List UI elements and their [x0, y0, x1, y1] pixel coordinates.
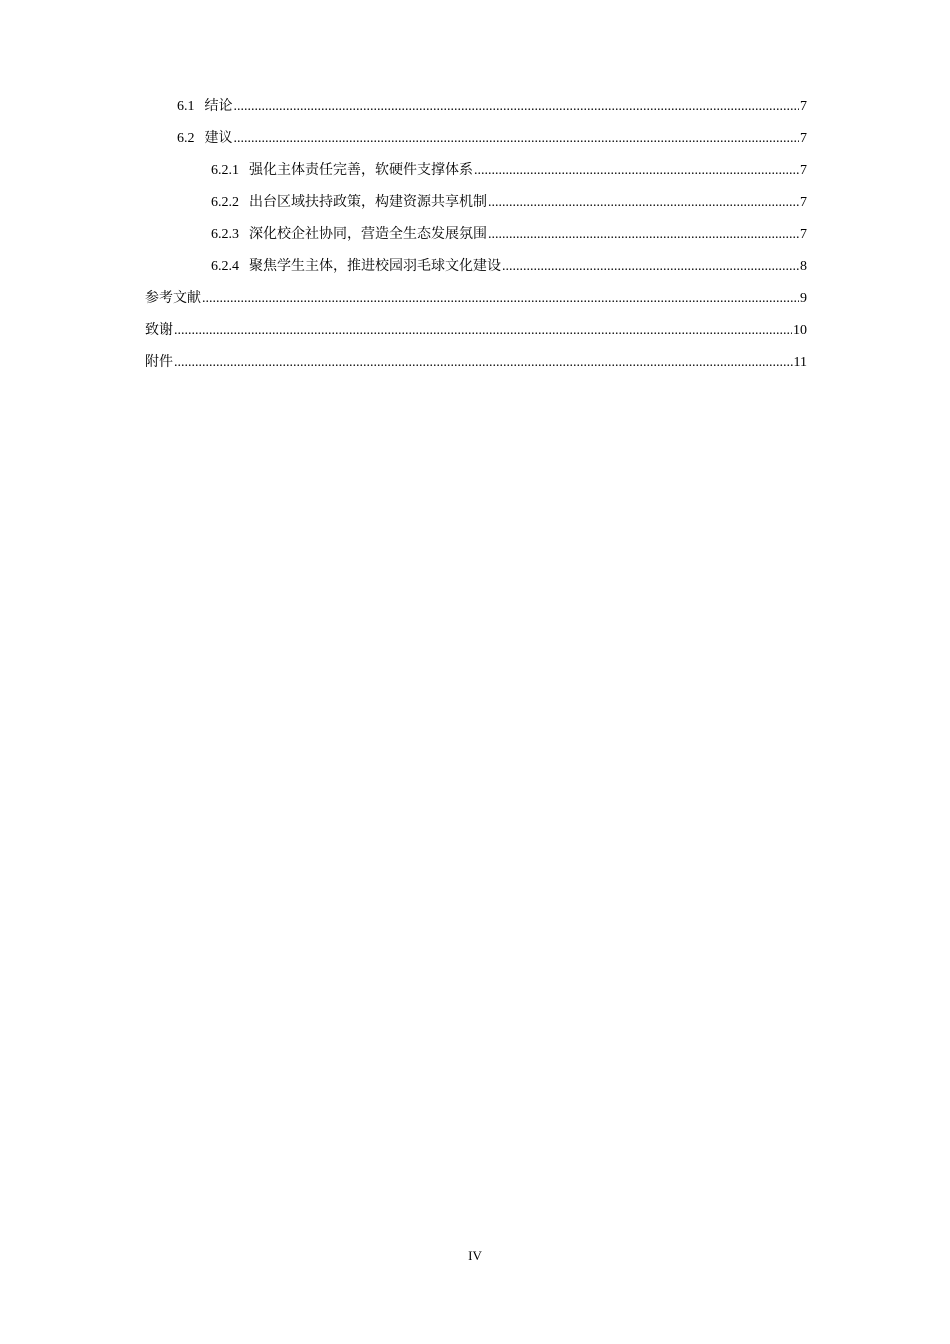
toc-entry-6-2[interactable]: [145, 128, 807, 160]
table-of-contents: [145, 96, 807, 384]
toc-entry-6-2-4[interactable]: [145, 256, 807, 288]
toc-entry-number: 6.1: [177, 99, 195, 114]
toc-dot-leader: [174, 353, 793, 373]
toc-entry-number: 6.2.1: [211, 163, 239, 178]
toc-entry-page: 7: [800, 131, 807, 146]
page-number: IV: [468, 1248, 482, 1263]
toc-entry-page: 7: [800, 163, 807, 178]
toc-entry-title: 深化校企社协同，营造全生态发展氛围: [249, 226, 487, 242]
toc-entry-number: 6.2.4: [211, 259, 239, 274]
toc-entry-title: 建议: [204, 130, 233, 146]
toc-entry-title: 聚焦学生主体，推进校园羽毛球文化建设: [249, 258, 501, 274]
toc-entry-page: 7: [800, 227, 807, 242]
toc-entry-page: 7: [800, 99, 807, 114]
toc-entry-page: 8: [800, 259, 807, 274]
toc-entry-page: 10: [793, 323, 807, 338]
toc-dot-leader: [502, 257, 799, 277]
toc-entry-6-2-2[interactable]: [145, 192, 807, 224]
toc-entry-number: 6.2.2: [211, 195, 239, 210]
toc-entry-title: 强化主体责任完善，软硬件支撑体系: [249, 162, 473, 178]
toc-entry-page: 7: [800, 195, 807, 210]
toc-dot-leader: [234, 97, 800, 117]
toc-dot-leader: [174, 321, 792, 341]
toc-entry-references[interactable]: [145, 288, 807, 320]
toc-dot-leader: [488, 193, 799, 213]
toc-dot-leader: [474, 161, 799, 181]
toc-entry-6-2-3[interactable]: [145, 224, 807, 256]
toc-entry-appendix[interactable]: [145, 352, 807, 384]
toc-entry-title: 出台区域扶持政策，构建资源共享机制: [249, 194, 487, 210]
toc-entry-number: 6.2.3: [211, 227, 239, 242]
toc-entry-page: 11: [793, 355, 807, 370]
toc-entry-6-1[interactable]: [145, 96, 807, 128]
toc-entry-page: 9: [800, 291, 807, 306]
toc-entry-number: 6.2: [177, 131, 195, 146]
toc-entry-acknowledgements[interactable]: [145, 320, 807, 352]
toc-entry-title: 致谢: [145, 322, 173, 338]
toc-dot-leader: [488, 225, 799, 245]
toc-entry-title: 参考文献: [145, 290, 201, 306]
toc-dot-leader: [234, 129, 800, 149]
toc-entry-title: 附件: [145, 354, 173, 370]
toc-entry-title: 结论: [204, 98, 233, 114]
toc-entry-6-2-1[interactable]: [145, 160, 807, 192]
toc-dot-leader: [202, 289, 799, 309]
